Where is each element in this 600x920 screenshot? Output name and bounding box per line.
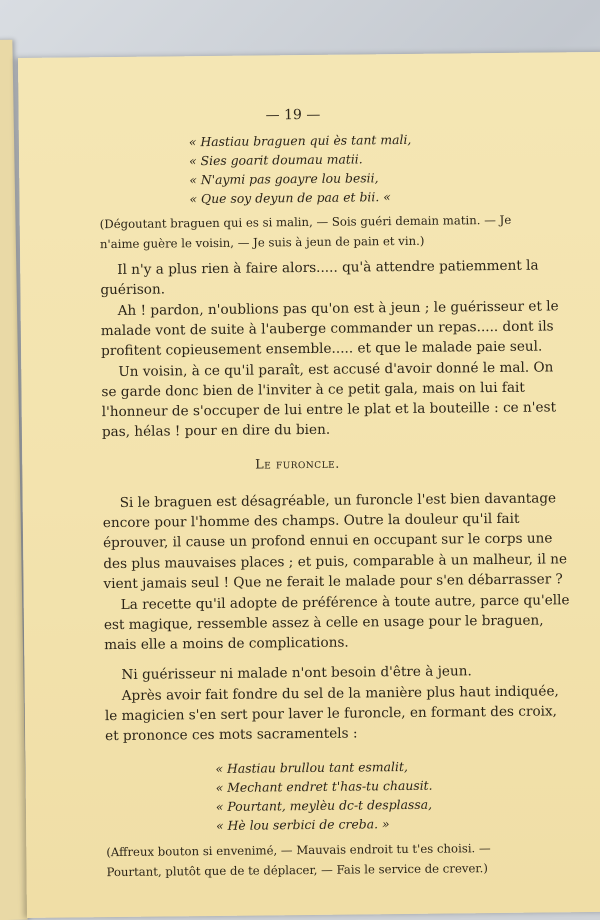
paragraph-line: La recette qu'il adopte de préférence à toute autre, parce qu'elle	[120, 592, 570, 613]
paragraph-line: l'honneur de s'occuper de lui entre le plat et la bouteille : ce n'est	[101, 399, 557, 421]
verse-line: « N'aymi pas goayre lou besii,	[189, 170, 379, 188]
paragraph-line: Ni guérisseur ni malade n'ont besoin d'être à jeun.	[121, 663, 472, 683]
translation-line: Pourtant, plutôt que de te déplacer, — Fais le service de crever.)	[106, 861, 488, 880]
page-number: — 19 —	[265, 106, 321, 124]
book-page	[18, 52, 600, 918]
paragraph-line: encore pour l'homme des champs. Outre la douleur qu'il fait	[102, 510, 520, 532]
paragraph-line: se garde donc bien de l'inviter à ce petit gala, mais on lui fait	[101, 379, 525, 401]
paragraph-line: des plus mauvaises places ; et puis, comparable à un malheur, il ne	[103, 551, 568, 573]
paragraph-line: le magicien s'en sert pour laver le furoncle, en formant des croix,	[104, 703, 558, 725]
translation-line: (Affreux bouton si envenimé, — Mauvais endroit tu t'es choisi. —	[106, 841, 491, 860]
paragraph-line: Un voisin, à ce qu'il paraît, est accusé d'avoir donné le mal. On	[118, 359, 554, 380]
paragraph-line: et prononce ces mots sacramentels :	[105, 725, 358, 745]
paragraph-line: guérison.	[100, 281, 166, 299]
paragraph-line: Ah ! pardon, n'oublions pas qu'on est à jeun ; le guérisseur et le	[117, 298, 559, 319]
verse-line: « Mechant endret t'has-tu chausit.	[215, 777, 433, 795]
verse-line: « Pourtant, meylèu dc-t desplassa,	[215, 796, 433, 814]
verse-line: « Hè lou serbici de creba. »	[215, 816, 390, 833]
paragraph-line: Il n'y a plus rien à faire alors..... qu'à attendre patiemment la	[117, 257, 539, 278]
verse-line: « Sies goarit doumau matii.	[189, 151, 363, 169]
paragraph-line: vient jamais seul ! Que ne ferait le malade pour s'en débarrasser ?	[103, 571, 563, 593]
paragraph-line: Si le braguen est désagréable, un furoncle l'est bien davantage	[119, 490, 557, 511]
verse-line: « Hastiau braguen qui ès tant mali,	[188, 131, 412, 150]
paragraph-line: pas, hélas ! pour en dire du bien.	[101, 421, 331, 441]
paragraph-line: malade vont de suite à l'auberge commander un repas..... dont ils	[100, 318, 554, 340]
translation-line: n'aime guère le voisin, — Je suis à jeun de pain et vin.)	[99, 233, 425, 252]
paragraph-line: mais elle a moins de complications.	[104, 634, 349, 654]
paragraph-line: éprouver, il cause un profond ennui en occupant sur le corps une	[103, 530, 553, 552]
section-heading: Le furoncle.	[255, 456, 340, 473]
paragraph-line: est magique, ressemble assez à celle en usage pour le braguen,	[103, 612, 544, 634]
verse-line: « Que soy deyun de paa et bii. «	[189, 189, 391, 207]
translation-line: (Dégoutant braguen qui es si malin, — Sois guéri demain matin. — Je	[99, 212, 512, 232]
paragraph-line: Après avoir fait fondre du sel de la manière plus haut indiquée,	[121, 683, 559, 704]
verse-line: « Hastiau brullou tant esmalit,	[215, 758, 408, 776]
paragraph-line: profitent copieusement ensemble..... et que le malade paie seul.	[100, 338, 543, 360]
